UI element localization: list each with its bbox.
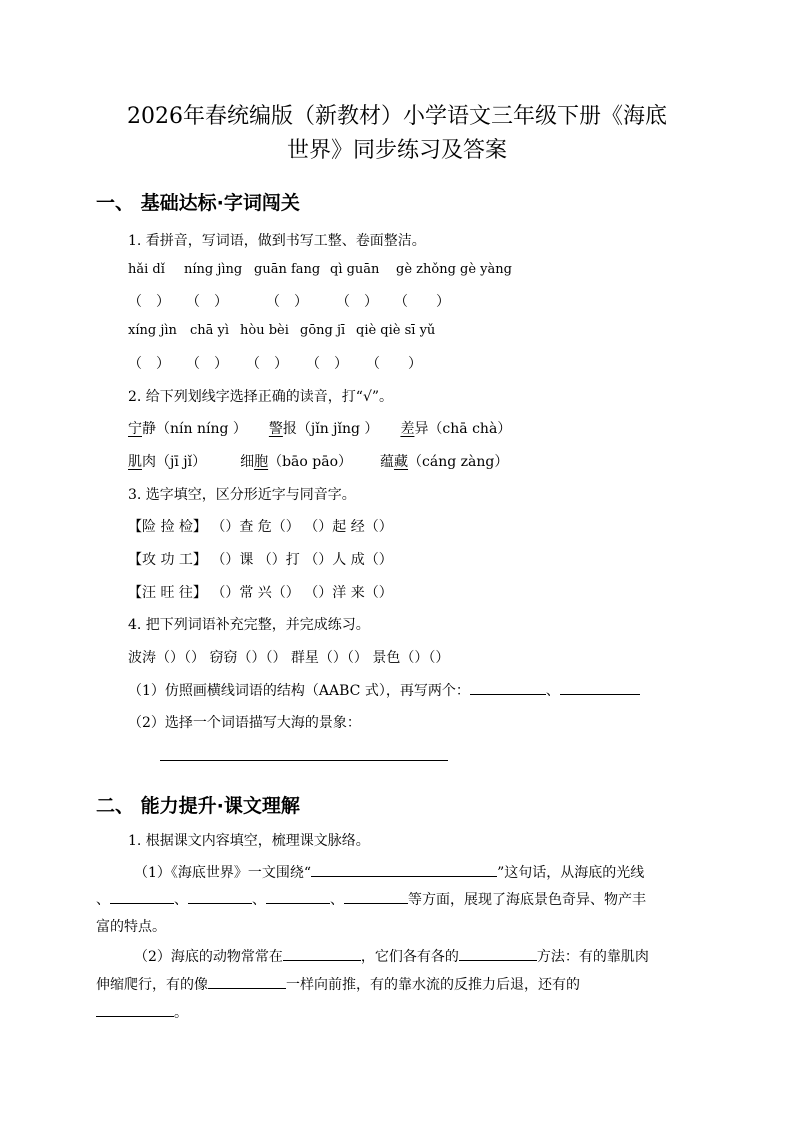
answer-box-1-4[interactable]: （ ） — [336, 294, 378, 310]
q2-item-4[interactable]: 肌肉（jī jǐ） — [128, 454, 207, 470]
q3-row-3[interactable]: 【汪 旺 往】 （）常 兴（） （）洋 来（） — [128, 585, 393, 601]
answer-box-2-3[interactable]: （ ） — [246, 356, 288, 372]
q3-prompt: 3. 选字填空，区分形近字与同音字。 — [128, 487, 356, 503]
q3-row-1[interactable]: 【险 捡 检】 （）查 危（） （）起 经（） — [128, 519, 393, 535]
pinyin-2-2: chā yì — [190, 323, 230, 338]
s2-p1-line-3: 富的特点。 — [96, 919, 166, 935]
answer-blank[interactable] — [266, 889, 330, 904]
pinyin-1-5: gè zhǒng gè yàng — [396, 262, 512, 277]
q4-sub-2: （2）选择一个词语描写大海的景象： — [128, 715, 361, 731]
s2-p1-line-2: 、 、 、 、 等方面，展现了海底景色奇异、物产丰 — [96, 889, 646, 909]
answer-blank[interactable] — [96, 1002, 174, 1017]
answer-box-1-1[interactable]: （ ） — [128, 294, 170, 310]
pinyin-2-5: qiè qiè sī yǔ — [356, 323, 436, 338]
answer-box-1-5[interactable]: （ ） — [394, 294, 450, 310]
title-line-1: 2026年春统编版（新教材）小学语文三年级下册《海底 — [127, 104, 667, 129]
answer-blank[interactable] — [344, 889, 408, 904]
answer-box-2-5[interactable]: （ ） — [366, 356, 422, 372]
answer-blank[interactable] — [311, 862, 497, 877]
pinyin-2-1: xíng jìn — [128, 323, 177, 338]
q2-item-2[interactable]: 警报（jǐn jǐng ） — [268, 421, 379, 437]
q2-item-6[interactable]: 蕴藏（cáng zàng） — [380, 454, 509, 470]
q4-words[interactable]: 波涛（）（） 窃窃（）（） 群星（）（） 景色（）（） — [128, 650, 450, 666]
s2-p2-line-1: （2）海底的动物常常在 ，它们各有各的 方法：有的靠肌肉 — [134, 946, 649, 966]
answer-blank[interactable] — [283, 946, 361, 961]
answer-blank[interactable] — [188, 889, 252, 904]
q4-sub-1: （1）仿照画横线词语的结构（AABC 式），再写两个： 、 — [128, 680, 640, 700]
page-title — [80, 100, 714, 168]
answer-line[interactable] — [160, 760, 448, 761]
q4-prompt: 4. 把下列词语补充完整，并完成练习。 — [128, 617, 370, 633]
section-1-heading: 一、 基础达标·字词闯关 — [96, 192, 300, 214]
q2-row-1 — [128, 418, 511, 438]
q2-item-1[interactable]: 宁静（nín níng ） — [128, 421, 247, 437]
s2-p1-line-1: （1）《海底世界》一文围绕“ ”这句话，从海底的光线 — [134, 862, 644, 882]
pinyin-2-4: gōng jī — [300, 323, 346, 338]
answer-blank[interactable] — [459, 946, 537, 961]
pinyin-1-2: níng jìng — [184, 262, 243, 277]
title-line-2: 世界》同步练习及答案 — [286, 138, 507, 163]
answer-blank[interactable] — [208, 974, 286, 989]
answer-box-2-4[interactable]: （ ） — [306, 356, 348, 372]
q2-prompt: 2. 给下列划线字选择正确的读音，打“√”。 — [128, 389, 394, 405]
section-2-heading: 二、 能力提升·课文理解 — [96, 795, 300, 817]
q2-row-2 — [128, 451, 508, 471]
answer-box-1-3[interactable]: （ ） — [266, 294, 308, 310]
q3-row-2[interactable]: 【攻 功 工】 （）课 （）打 （）人 成（） — [128, 552, 393, 568]
s2-p2-line-3: 。 — [96, 1002, 188, 1022]
answer-blank[interactable] — [560, 680, 640, 695]
pinyin-1-3: guān fang — [254, 262, 321, 277]
q2-item-5[interactable]: 细胞（bāo pāo） — [240, 454, 353, 470]
pinyin-2-3: hòu bèi — [240, 323, 289, 338]
pinyin-1-1: hǎi dǐ — [128, 262, 165, 277]
pinyin-1-4: qì guān — [330, 262, 380, 277]
q1-prompt: 1. 看拼音，写词语，做到书写工整、卷面整洁。 — [128, 233, 426, 249]
answer-blank[interactable] — [110, 889, 174, 904]
q2-item-3[interactable]: 差异（chā chà） — [400, 421, 512, 437]
answer-box-2-2[interactable]: （ ） — [186, 356, 228, 372]
answer-box-2-1[interactable]: （ ） — [128, 356, 170, 372]
s2-p2-line-2: 伸缩爬行，有的像 一样向前推，有的靠水流的反推力后退，还有的 — [96, 974, 580, 994]
answer-box-1-2[interactable]: （ ） — [186, 294, 228, 310]
s2-q1-prompt: 1. 根据课文内容填空，梳理课文脉络。 — [128, 833, 370, 849]
answer-blank[interactable] — [470, 680, 546, 695]
